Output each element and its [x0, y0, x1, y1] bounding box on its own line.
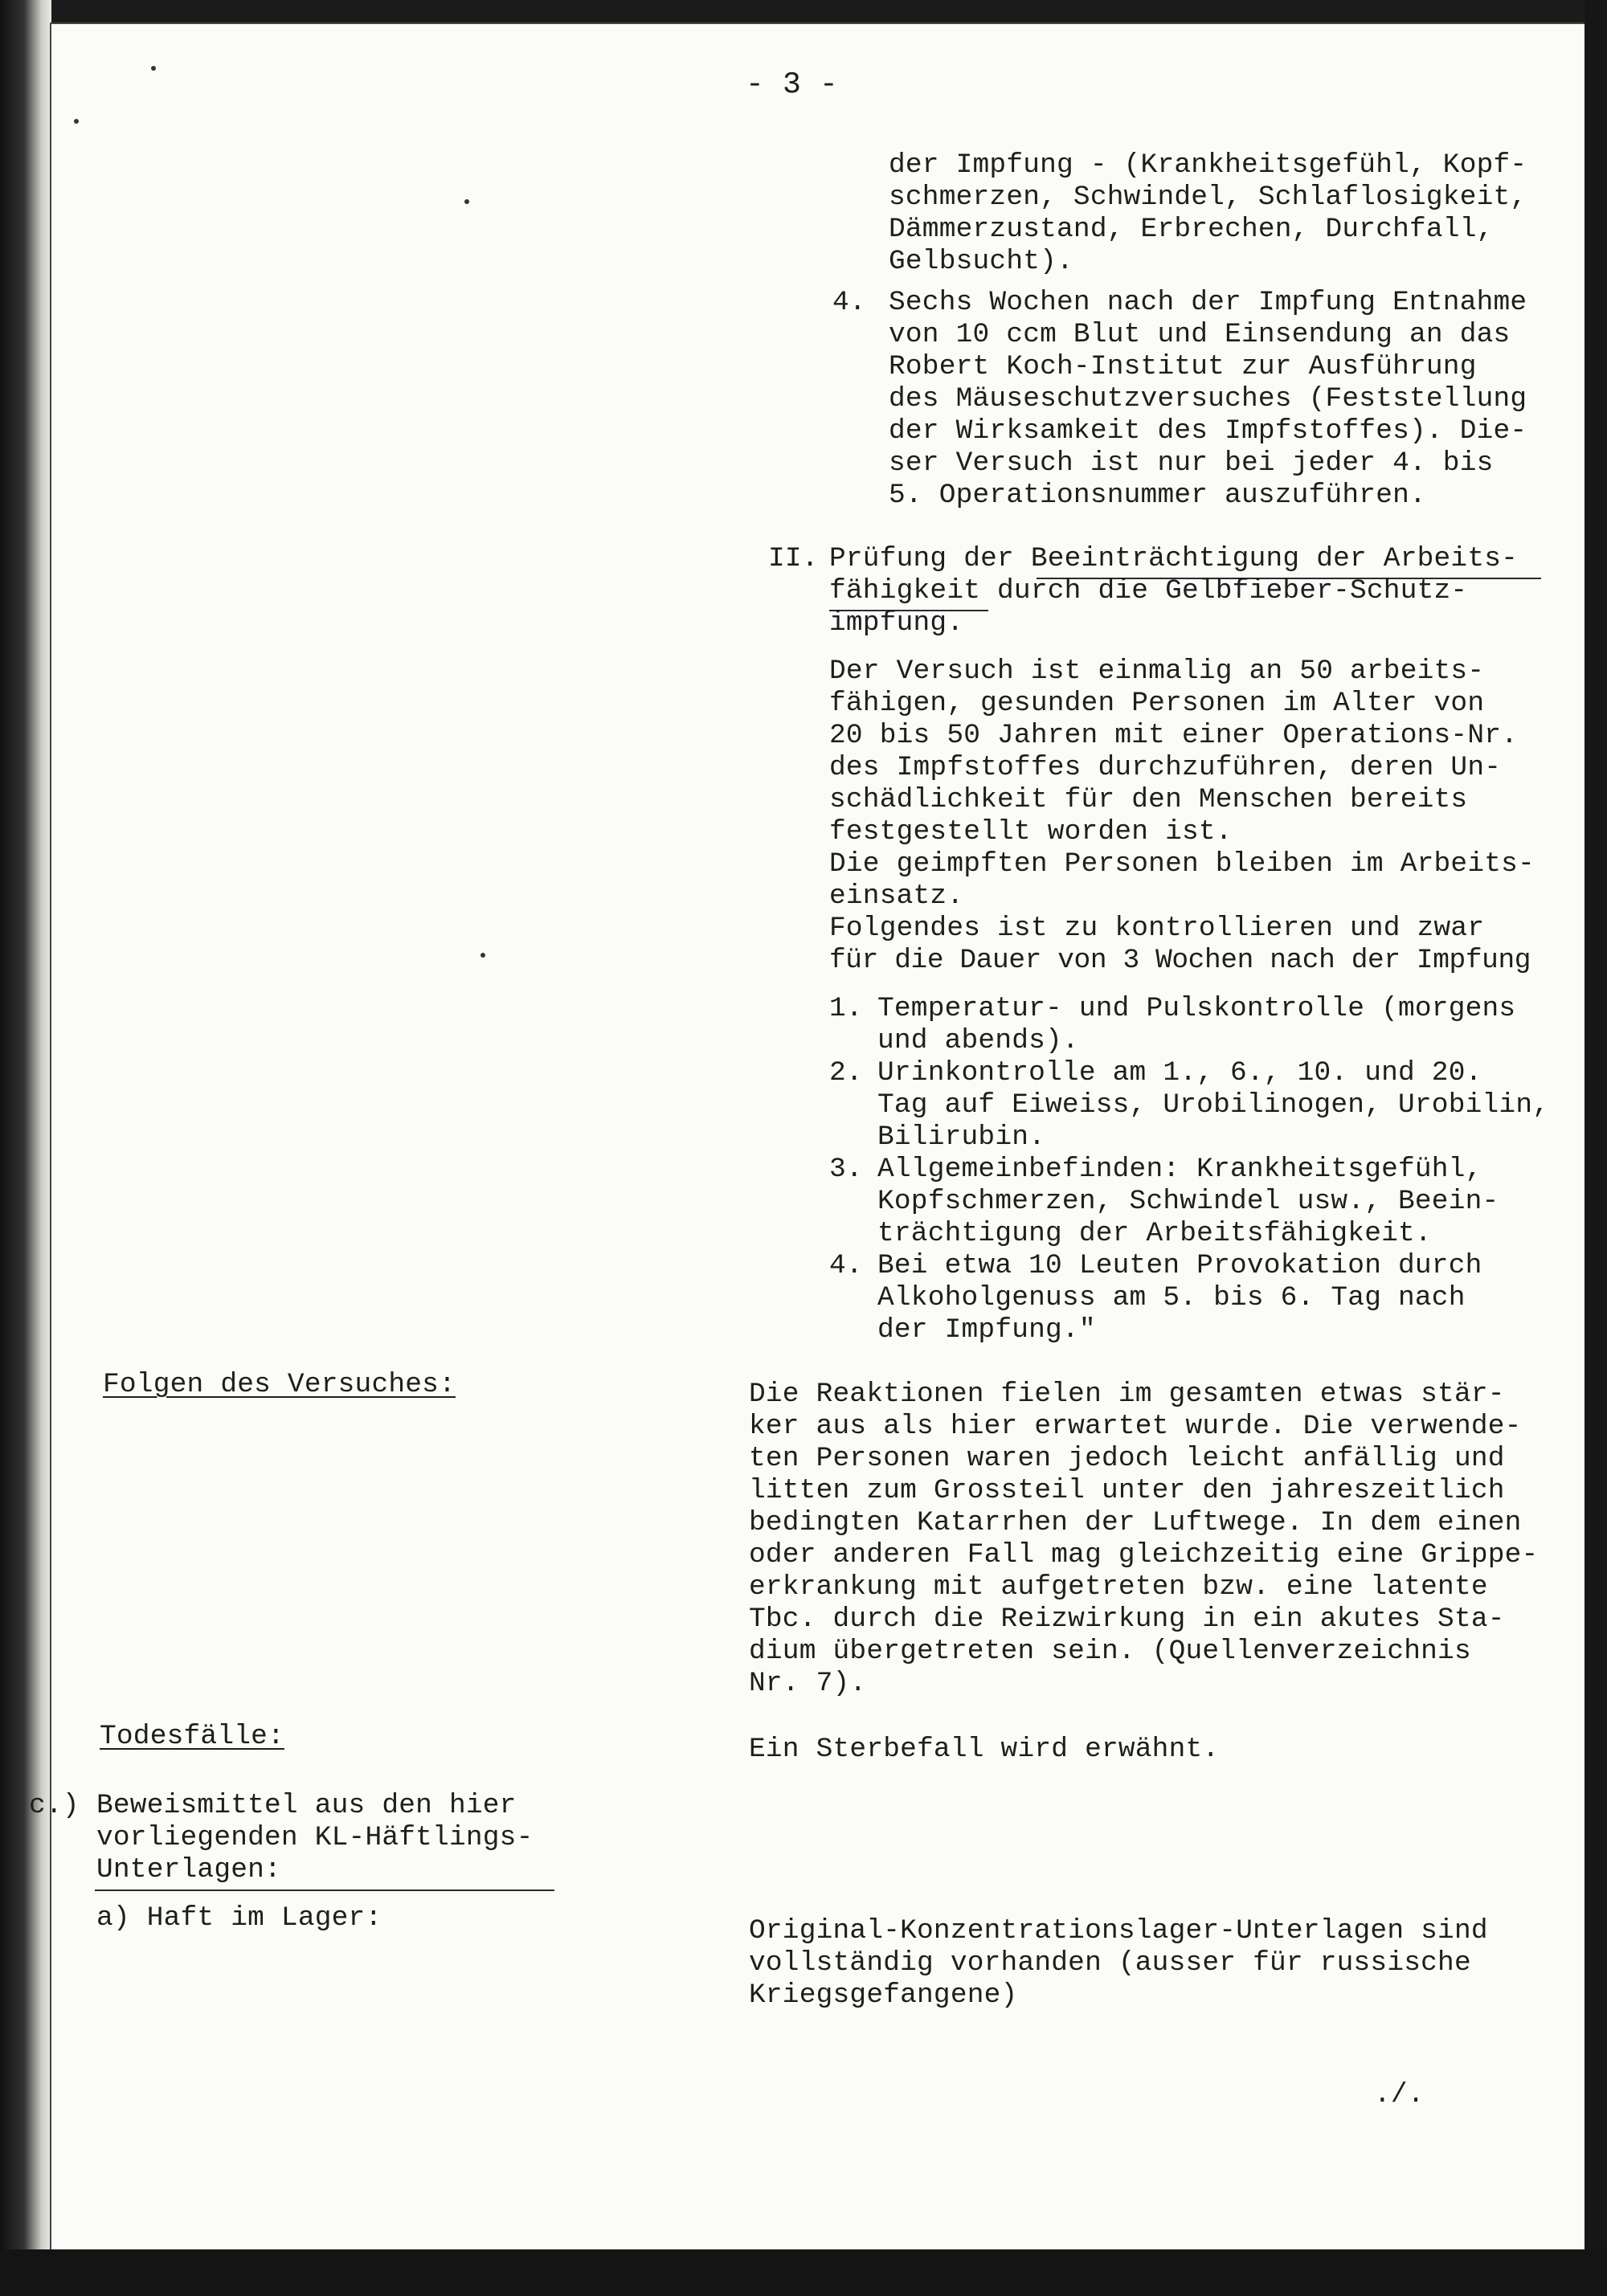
section2-para-line: 20 bis 50 Jahren mit einer Operations-Nr.: [829, 720, 1519, 751]
speck: [480, 953, 485, 958]
haft-label: a) Haft im Lager:: [96, 1902, 382, 1934]
folgen-line: Die Reaktionen fielen im gesamten etwas stär-: [749, 1379, 1505, 1410]
folgen-line: litten zum Grossteil unter den jahreszeitlich: [749, 1475, 1505, 1506]
section-c-label-line: vorliegenden KL-Häftlings-: [96, 1822, 534, 1853]
speck: [464, 199, 469, 204]
section2-para-line: Der Versuch ist einmalig an 50 arbeits-: [829, 656, 1485, 687]
control-item-line: Kopfschmerzen, Schwindel usw., Beein-: [877, 1186, 1499, 1217]
folgen-line: ten Personen waren jedoch leicht anfällig und: [749, 1443, 1505, 1474]
haft-line: Original-Konzentrationslager-Unterlagen sind: [749, 1915, 1488, 1947]
section2-heading-line: fähigkeit durch die Gelbfieber-Schutz-: [829, 575, 1468, 607]
folgen-line: dium übergetreten sein. (Quellenverzeichnis: [749, 1636, 1471, 1667]
section-c-label-line: Unterlagen:: [96, 1854, 281, 1885]
item4-line: ser Versuch ist nur bei jeder 4. bis: [889, 447, 1494, 479]
folgen-line: Tbc. durch die Reizwirkung in ein akutes Sta-: [749, 1604, 1505, 1635]
item4-line: von 10 ccm Blut und Einsendung an das: [889, 319, 1511, 350]
section2-para-line: festgestellt worden ist.: [829, 816, 1233, 848]
scan-border-bottom: [0, 2249, 1607, 2296]
section2-para-line: Folgendes ist zu kontrollieren und zwar: [829, 913, 1485, 944]
control-item-line: trächtigung der Arbeitsfähigkeit.: [877, 1218, 1432, 1249]
folgen-line: bedingten Katarrhen der Luftwege. In dem einen: [749, 1507, 1522, 1538]
item4-line: 5. Operationsnummer auszuführen.: [889, 480, 1426, 511]
control-item-line: Allgemeinbefinden: Krankheitsgefühl,: [877, 1154, 1482, 1185]
control-item-line: und abends).: [877, 1025, 1079, 1056]
control-item-number: 4.: [829, 1250, 863, 1281]
item3-line: Dämmerzustand, Erbrechen, Durchfall,: [889, 214, 1494, 245]
section2-para-line: schädlichkeit für den Menschen bereits: [829, 784, 1468, 815]
speck: [74, 119, 79, 124]
item4-line: Robert Koch-Institut zur Ausführung: [889, 351, 1477, 382]
folgen-label: Folgen des Versuches:: [103, 1369, 456, 1400]
binding-edge: [0, 0, 51, 2296]
control-item-line: Tag auf Eiweiss, Urobilinogen, Urobilin,: [877, 1089, 1550, 1121]
item3-line: schmerzen, Schwindel, Schlaflosigkeit,: [889, 182, 1527, 213]
control-item-line: Urinkontrolle am 1., 6., 10. und 20.: [877, 1057, 1482, 1089]
control-item-line: Alkoholgenuss am 5. bis 6. Tag nach: [877, 1282, 1466, 1313]
folgen-line: Nr. 7).: [749, 1668, 867, 1699]
scan-border-right: [1585, 0, 1607, 2296]
item4-line: der Wirksamkeit des Impfstoffes). Die-: [889, 415, 1527, 447]
folgen-line: erkrankung mit aufgetreten bzw. eine latente: [749, 1571, 1488, 1603]
section-c-rule: [95, 1890, 554, 1891]
section2-para-line: des Impfstoffes durchzuführen, deren Un-: [829, 752, 1502, 783]
folgen-line: ker aus als hier erwartet wurde. Die verwende-: [749, 1411, 1522, 1442]
control-item-number: 1.: [829, 993, 863, 1024]
control-item-number: 3.: [829, 1154, 863, 1185]
control-item-line: Bilirubin.: [877, 1121, 1046, 1153]
control-item-line: Temperatur- und Pulskontrolle (morgens: [877, 993, 1516, 1024]
item4-line: Sechs Wochen nach der Impfung Entnahme: [889, 287, 1527, 318]
control-item-line: Bei etwa 10 Leuten Provokation durch: [877, 1250, 1482, 1281]
section2-para-line: Die geimpften Personen bleiben im Arbeits-: [829, 848, 1535, 880]
todesfaelle-label: Todesfälle:: [100, 1721, 284, 1752]
section2-heading-line: impfung.: [829, 607, 964, 639]
item4-line: des Mäuseschutzversuches (Feststellung: [889, 383, 1527, 415]
section2-para-line: einsatz.: [829, 880, 964, 912]
folgen-line: oder anderen Fall mag gleichzeitig eine Grippe-: [749, 1539, 1539, 1571]
section2-para-line: für die Dauer von 3 Wochen nach der Impfung: [829, 945, 1531, 976]
speck: [151, 66, 156, 71]
section-c-label-line: Beweismittel aus den hier: [96, 1790, 517, 1821]
section2-heading-line: Prüfung der Beeinträchtigung der Arbeits-: [829, 543, 1519, 574]
haft-line: Kriegsgefangene): [749, 1979, 1018, 2011]
control-item-number: 2.: [829, 1057, 863, 1089]
section2-para-line: fähigen, gesunden Personen im Alter von: [829, 688, 1485, 719]
item3-line: Gelbsucht).: [889, 246, 1073, 277]
section2-number: II.: [768, 543, 819, 574]
haft-line: vollständig vorhanden (ausser für russische: [749, 1947, 1471, 1979]
item3-line: der Impfung - (Krankheitsgefühl, Kopf-: [889, 149, 1527, 181]
todesfaelle-text: Ein Sterbefall wird erwähnt.: [749, 1734, 1220, 1765]
continuation-mark: ./.: [1374, 2079, 1425, 2110]
page-number: - 3 -: [746, 67, 839, 102]
item4-number: 4.: [832, 287, 866, 318]
section-c-marker: c.): [29, 1790, 80, 1821]
control-item-line: der Impfung.": [877, 1314, 1096, 1346]
